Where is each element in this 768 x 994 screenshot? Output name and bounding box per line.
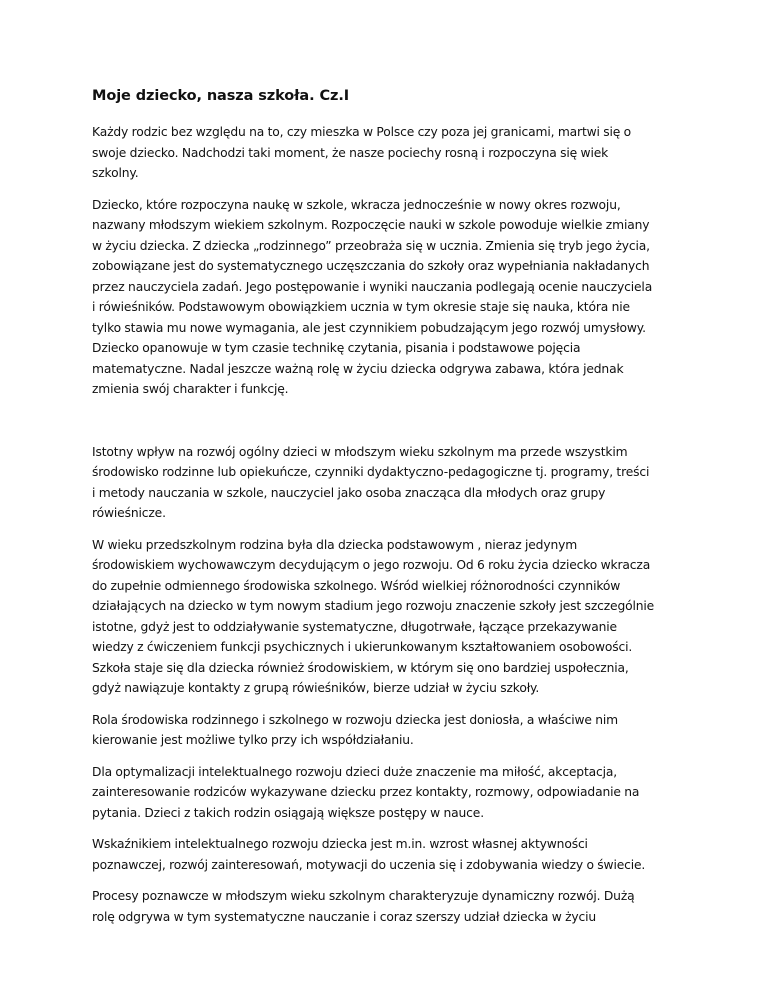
paragraph-6 [92, 762, 682, 824]
paragraph-line: wiedzy z ćwiczeniem funkcji psychicznych i ukierunkowanym kształtowaniem osobowości. [92, 640, 633, 654]
paragraph-line: działających na dziecko w tym nowym stadium jego rozwoju znaczenie szkoły jest szczególnie [92, 599, 655, 613]
paragraph-line: nazwany młodszym wiekiem szkolnym. Rozpoczęcie nauki w szkole powoduje wielkie zmiany [92, 218, 650, 232]
paragraph-5 [92, 710, 682, 751]
paragraph-line: matematyczne. Nadal jeszcze ważną rolę w życiu dziecka odgrywa zabawa, która jednak [92, 361, 624, 376]
paragraph-line: i metody nauczania w szkole, nauczyciel jako osoba znacząca dla młodych oraz grupy [92, 485, 606, 500]
paragraph-2 [92, 195, 682, 400]
paragraph-line: Rola środowiska rodzinnego i szkolnego w rozwoju dziecka jest doniosła, a właściwe nim [92, 712, 618, 727]
paragraph-1 [92, 122, 682, 184]
paragraph-4 [92, 535, 682, 699]
paragraph-line: Dziecko, które rozpoczyna naukę w szkole, wkracza jednocześnie w nowy okres rozwoju, [92, 197, 621, 212]
paragraph-line: Dla optymalizacji intelektualnego rozwoju dzieci duże znaczenie ma miłość, akceptacja, [92, 764, 618, 779]
paragraph-3 [92, 442, 682, 524]
paragraph-line: kierowanie jest możliwe tylko przy ich współdziałaniu. [92, 733, 414, 747]
document-page [92, 86, 682, 938]
paragraph-line: Każdy rodzic bez względu na to, czy mieszka w Polsce czy poza jej granicami, martwi się o [92, 125, 632, 139]
paragraph-line: Dziecko opanowuje w tym czasie technikę czytania, pisania i podstawowe pojęcia [92, 341, 581, 355]
paragraph-line: Procesy poznawcze w młodszym wieku szkolnym charakteryzuje dynamiczny rozwój. Dużą [92, 889, 635, 903]
paragraph-line: w życiu dziecka. Z dziecka „rodzinnego” przeobraża się w ucznia. Zmienia się tryb jego życia, [92, 238, 650, 253]
paragraph-line: Wskaźnikiem intelektualnego rozwoju dziecka jest m.in. wzrost własnej aktywności [92, 837, 588, 851]
paragraph-line: przez nauczyciela zadań. Jego postępowanie i wyniki nauczania podlegają ocenie nauczyciela [92, 279, 653, 294]
paragraph-line: W wieku przedszkolnym rodzina była dla dziecka podstawowym , nieraz jedynym [92, 537, 578, 552]
paragraph-line: istotne, gdyż jest to oddziaływanie systematyczne, długotrwałe, łączące przekazywanie [92, 619, 617, 634]
paragraph-8 [92, 886, 682, 927]
paragraph-line: poznawczej, rozwój zainteresowań, motywacji do uczenia się i zdobywania wiedzy o świecie. [92, 857, 646, 872]
paragraph-line: pytania. Dzieci z takich rodzin osiągają większe postępy w nauce. [92, 805, 484, 820]
paragraph-line: gdyż nawiązuje kontakty z grupą rówieśników, bierze udział w życiu szkoły. [92, 681, 540, 695]
paragraph-line: Istotny wpływ na rozwój ogólny dzieci w młodszym wieku szkolnym ma przede wszystkim [92, 444, 628, 459]
paragraph-line: zobowiązane jest do systematycznego uczęszczania do szkoły oraz wypełniania nakładanych [92, 259, 650, 273]
paragraph-line: do zupełnie odmiennego środowiska szkolnego. Wśród wielkiej różnorodności czynników [92, 578, 621, 593]
paragraph-line: rolę odgrywa w tym systematyczne nauczanie i coraz szerszy udział dziecka w życiu [92, 909, 597, 924]
paragraph-line: zainteresowanie rodziców wykazywane dziecku przez kontakty, rozmowy, odpowiadanie na [92, 785, 640, 799]
paragraph-7 [92, 834, 682, 875]
paragraph-line: szkolny. [92, 166, 139, 180]
paragraph-line: Szkoła staje się dla dziecka również środowiskiem, w którym się ono bardziej uspołecznia, [92, 660, 629, 675]
document-title: Moje dziecko, nasza szkoła. Cz.I [92, 88, 350, 104]
paragraph-line: środowisko rodzinne lub opiekuńcze, czynniki dydaktyczno-pedagogiczne tj. programy, treści [92, 465, 650, 479]
paragraph-line: swoje dziecko. Nadchodzi taki moment, że nasze pociechy rosną i rozpoczyna się wiek [92, 145, 609, 160]
paragraph-line: zmienia swój charakter i funkcję. [92, 382, 289, 396]
paragraph-line: tylko stawia mu nowe wymagania, ale jest czynnikiem pobudzającym jego rozwój umysłowy. [92, 320, 646, 335]
paragraph-line: środowiskiem wychowawczym decydującym o jego rozwoju. Od 6 roku życia dziecko wkracza [92, 558, 651, 572]
paragraph-line: rówieśnicze. [92, 506, 166, 520]
paragraph-line: i rówieśników. Podstawowym obowiązkiem ucznia w tym okresie staje się nauka, która nie [92, 300, 630, 314]
